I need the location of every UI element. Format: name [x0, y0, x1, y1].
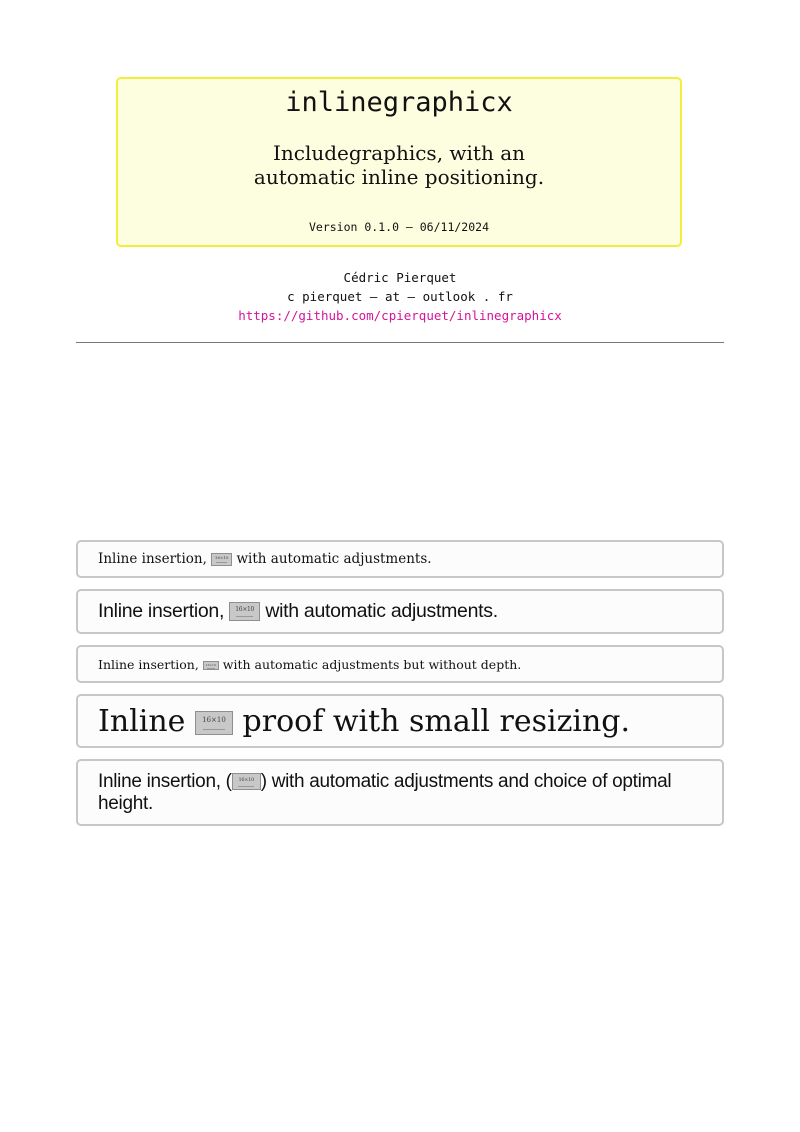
demo-3-text [98, 657, 521, 672]
image-placeholder [229, 602, 260, 621]
demo-box-4 [76, 694, 724, 748]
image-placeholder [203, 661, 219, 670]
demo-5-before: Inline insertion, ( [98, 770, 232, 792]
demo-2-text [98, 600, 498, 623]
placeholder-label: 16×10 [235, 606, 255, 614]
demo-1-before: Inline insertion, [98, 551, 207, 567]
demo-box-2 [76, 589, 724, 634]
image-placeholder [195, 711, 233, 735]
subtitle [118, 141, 680, 189]
demo-3-after: with automatic adjustments but without depth. [222, 656, 522, 672]
image-placeholder [211, 553, 232, 566]
package-name: inlinegraphicx [285, 87, 513, 118]
placeholder-underline [216, 562, 227, 563]
demo-5-after: ) with automatic adjustments and choice of optimal height. [98, 770, 672, 814]
version-line: Version 0.1.0 – 06/11/2024 [308, 220, 489, 234]
demo-1-after: with automatic adjustments. [236, 551, 432, 567]
placeholder-label: 16×10 [238, 776, 254, 783]
demo-5-text [98, 771, 704, 815]
author-name: Cédric Pierquet [343, 270, 457, 285]
image-placeholder [232, 773, 261, 790]
author-email: c pierquet – at – outlook . fr [287, 289, 513, 304]
placeholder-label: 16×10 [202, 715, 226, 724]
placeholder-underline [236, 616, 253, 617]
placeholder-label: 16×10 [214, 555, 229, 560]
demo-box-3 [76, 645, 724, 683]
demo-4-after: proof with small resizing. [242, 703, 631, 739]
placeholder-underline [207, 668, 215, 669]
demo-2-before: Inline insertion, [98, 600, 225, 622]
title-box [116, 77, 682, 247]
author-block [0, 268, 800, 325]
demo-box-1 [76, 540, 724, 578]
demo-3-before: Inline insertion, [98, 656, 199, 672]
placeholder-underline [238, 786, 254, 787]
demo-box-5 [76, 759, 724, 826]
placeholder-underline [203, 729, 225, 730]
horizontal-rule [76, 342, 724, 343]
demo-2-after: with automatic adjustments. [265, 600, 498, 622]
demo-4-before: Inline [98, 703, 186, 739]
subtitle-line-2: automatic inline positioning. [253, 165, 545, 189]
demo-4-text [98, 704, 630, 739]
placeholder-label: 16×10 [205, 662, 216, 667]
repository-link[interactable]: https://github.com/cpierquet/inlinegraphicx [238, 308, 562, 323]
demo-1-text [98, 551, 432, 567]
subtitle-line-1: Includegraphics, with an [272, 141, 526, 165]
